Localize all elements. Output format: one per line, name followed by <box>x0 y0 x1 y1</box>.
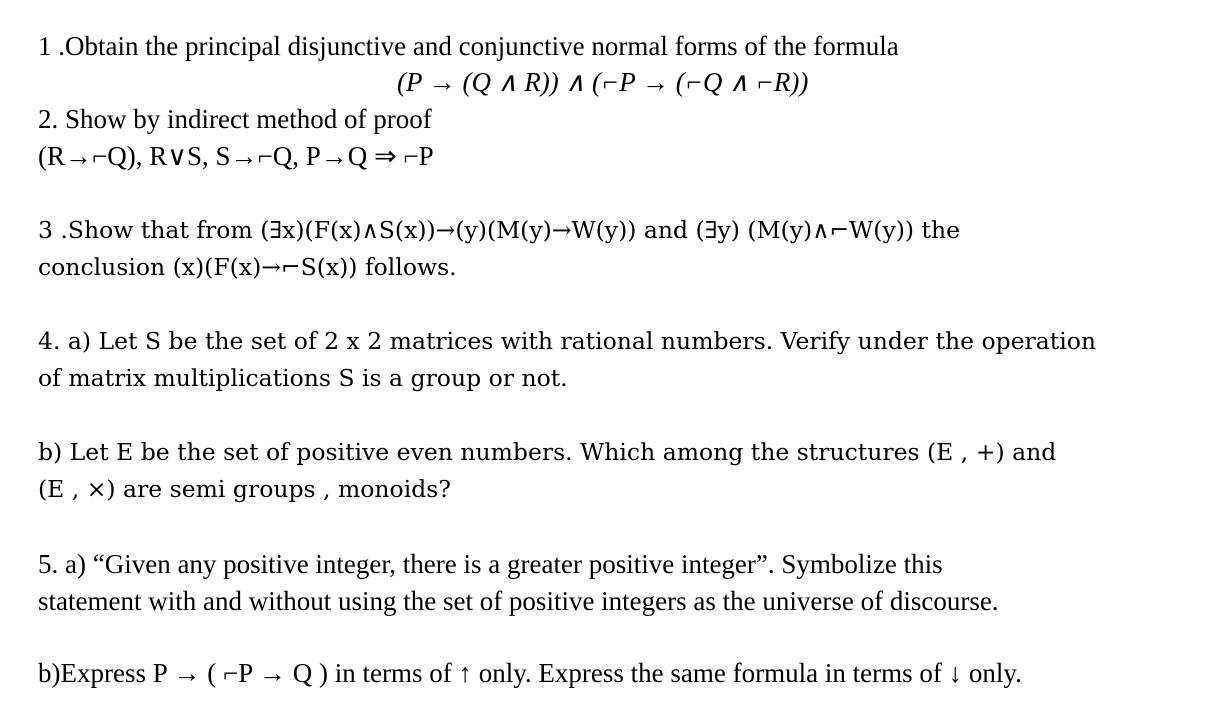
q3-text-line1: 3 .Show that from (∃x)(F(x)∧S(x))→(y)(M(y)→W(y)) and (∃y) (M(y)∧⌐W(y)) the <box>38 216 961 244</box>
q4a-text-line2: of matrix multiplications S is a group or not. <box>38 364 568 392</box>
q3-text-line2: conclusion (x)(F(x)→⌐S(x)) follows. <box>38 253 457 281</box>
q5a-text-line2: statement with and without using the set of positive integers as the universe of discourse. <box>38 586 999 616</box>
q4b-text-line1: b) Let E be the set of positive even numbers. Which among the structures (E , +) and <box>38 438 1057 466</box>
q4b-text-line2: (E , ×) are semi groups , monoids? <box>38 475 451 503</box>
q2-text: 2. Show by indirect method of proof <box>38 104 432 134</box>
q1-text: 1 .Obtain the principal disjunctive and conjunctive normal forms of the formula <box>38 31 899 61</box>
q1-formula: (P → (Q ∧ R)) ∧ (⌐P → (⌐Q ∧ ⌐R)) <box>397 67 809 97</box>
q4a-text-line1: 4. a) Let S be the set of 2 x 2 matrices with rational numbers. Verify under the operation <box>38 327 1097 355</box>
q5b-text: b)Express P → ( ⌐P → Q ) in terms of ↑ only. Express the same formula in terms of ↓ only. <box>38 658 1022 688</box>
q5a-text-line1: 5. a) “Given any positive integer, there is a greater positive integer”. Symbolize this <box>38 549 943 579</box>
q2-premises: (R→⌐Q), R∨S, S→⌐Q, P→Q ⇒ ⌐P <box>38 141 434 171</box>
